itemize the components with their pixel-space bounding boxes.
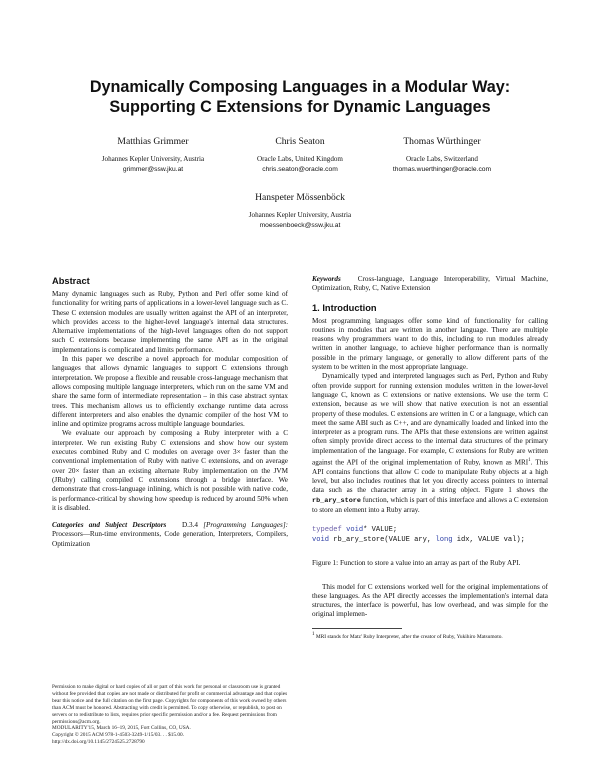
intro-paragraph: Most programming languages offer some kind of functionality for calling routines in modules that are written in another language. There are multiple reasons why programmers want to do this, including to run modules already written in another language, to achieve higher performance than is normally possible in the primary language, or generally to allow different parts of the system to be written in the most appropriate language. — [312, 316, 548, 372]
intro-paragraph — [312, 372, 548, 515]
author-affiliation: Oracle Labs, Switzerland — [406, 155, 478, 163]
permission-notice — [52, 684, 288, 746]
abstract-paragraph: In this paper we describe a novel approach for modular composition of languages that allows dynamic languages to support C extensions through interpretation. We propose a flexible and reusable cross-language mechanism that allows composing multiple language interpreters, which run on the same VM and share the same form of intermediate representation – in this case abstract syntax trees. This mechanism allows us to efficiently exchange runtime data across different interpreters and also enables the dynamic compiler of the host VM to inline and optimize programs across multiple language boundaries. — [52, 355, 288, 429]
doi-line: http://dx.doi.org/10.1145/2724525.2728790 — [52, 739, 145, 746]
right-column — [312, 275, 548, 641]
code-token: * VALUE; — [363, 526, 398, 535]
categories-label: Categories and Subject Descriptors — [52, 521, 167, 530]
footnote-divider — [312, 628, 402, 629]
author-affiliation: Oracle Labs, United Kingdom — [257, 155, 343, 163]
title-line-1: Dynamically Composing Languages in a Modular Way: — [89, 78, 511, 96]
intro-text: Dynamically typed and interpreted languages such as Perl, Python and Ruby often provide support for running extension modules written in the lower-level language C, known as C extensions or native extensions. We use the term C extension, because as we will show that native execution is not an essential property of these modules. C extensions are written in C or a language, which can meet the same ABI such as C++, and are dynamically loaded and linked into the interpreter as a program runs. The APIs that these extensions are written against often simply provide direct access to the internal data structures of the primary implementation of the language. For example, C extensions for Ruby are written against the API of the original implementation of Ruby, known as MRI — [312, 372, 548, 467]
author-name: Hanspeter Mössenböck — [255, 192, 345, 203]
keywords — [312, 275, 548, 294]
abstract-paragraph: We evaluate our approach by composing a Ruby interpreter with a C interpreter. We run existing Ruby C extensions and show how our system executes combined Ruby and C modules on average over 3× faster than the conventional implementation of Ruby with native C extensions, and on average over 20× faster than an existing alternate Ruby implementation on the JVM (JRuby) calling compiled C extensions through a bridge interface. We demonstrate that cross-language inlining, which is not possible with native code, is performance-critical by showing how speedup is reduced by around 50% when it is disabled. — [52, 429, 288, 512]
intro-paragraph: This model for C extensions worked well for the original implementations of these languages. As the API directly accesses the implementation's internal data structures, the interface is powerful, has low overhead, and was simple for the original implemen- — [312, 582, 548, 619]
figure-caption: Figure 1: Function to store a value into an array as part of the Ruby API. — [312, 559, 521, 568]
code-token: long — [435, 536, 453, 545]
footnote — [312, 631, 548, 641]
categories-text: Processors—Run-time environments, Code generation, Interpreters, Compilers, Optimization — [52, 530, 288, 548]
author-name: Matthias Grimmer — [117, 136, 189, 147]
author-email: chris.seaton@oracle.com — [262, 166, 338, 173]
title-line-2: Supporting C Extensions for Dynamic Languages — [109, 98, 491, 116]
author-block — [342, 135, 542, 175]
footnote-text: MRI stands for Matz' Ruby Interpreter, after the creator of Ruby, Yukihiro Matsumoto. — [315, 633, 503, 640]
author-affiliation: Johannes Kepler University, Austria — [248, 211, 352, 219]
intro-text: . This API contains functions that allow C code to manipulate Ruby objects at a high level, but also includes routines that let you directly access pointers to internal data such as the character array in a string object. Figure 1 shows the — [312, 458, 548, 495]
keywords-text: Cross-language, Language Interoperability, Virtual Machine, Optimization, Ruby, C, Native Extension — [312, 275, 548, 293]
code-token: void — [346, 526, 364, 535]
code-token: typedef — [312, 526, 342, 535]
paper-title — [40, 77, 560, 117]
copyright-line: Copyright © 2015 ACM 978-1-4503-3249-1/15/03. . . $15.00. — [52, 732, 185, 739]
footnote-mark: 1 — [528, 458, 531, 464]
code-token: rb_ary_store(VALUE ary, — [329, 536, 436, 545]
author-email: thomas.wuerthinger@oracle.com — [392, 166, 492, 173]
author-affiliation: Johannes Kepler University, Austria — [101, 155, 205, 163]
author-email: grimmer@ssw.jku.at — [122, 166, 184, 173]
inline-code: rb_ary_store — [312, 496, 361, 505]
abstract-heading: Abstract — [52, 276, 90, 286]
conference-line: MODULARITY'15, March 16–19, 2015, Fort Collins, CO, USA. — [52, 725, 191, 732]
categories-code: D.3.4 — [181, 521, 198, 530]
left-column — [52, 275, 288, 549]
intro-text: function, which is part of this interface and allows a C extension to store an element into a Ruby array. — [312, 495, 549, 514]
keywords-label: Keywords — [312, 275, 341, 283]
code-token: void — [312, 536, 330, 545]
author-name: Thomas Würthinger — [403, 136, 481, 147]
author-name: Chris Seaton — [275, 136, 325, 147]
code-token: idx, VALUE val); — [452, 536, 525, 545]
permission-text: Permission to make digital or hard copies of all or part of this work for personal or classroom use is granted without fee provided that copies are not made or distributed for profit or commercial advantage and that copies bear this notice and the full citation on the first page. Copyrights for components of this work owned by others than ACM must be honored. Abstracting with credit is permitted. To copy otherwise, or republish, to post on servers or to redistribute to lists, requires prior specific permission and/or a fee. Request permissions from permissions@acm.org. — [52, 684, 288, 725]
categories-descriptors — [52, 521, 288, 549]
code-listing — [312, 525, 548, 545]
introduction-heading: 1. Introduction — [312, 302, 377, 313]
author-block — [200, 191, 400, 231]
abstract-paragraph: Many dynamic languages such as Ruby, Python and Perl offer some kind of functionality for writing parts of applications in a lower-level language such as C. These C extension modules are usually written against the API of an interpreter, which provides access to the higher-level language's internal data structures. Alternative implementations of the high-level languages often do not support such C extensions because implementing the same API as in the original implementations is complicated and limits performance. — [52, 290, 288, 354]
author-email: moessenboeck@ssw.jku.at — [259, 222, 341, 229]
footnote-number: 1 — [312, 631, 315, 637]
categories-bracket: [Programming Languages]: — [203, 521, 289, 530]
